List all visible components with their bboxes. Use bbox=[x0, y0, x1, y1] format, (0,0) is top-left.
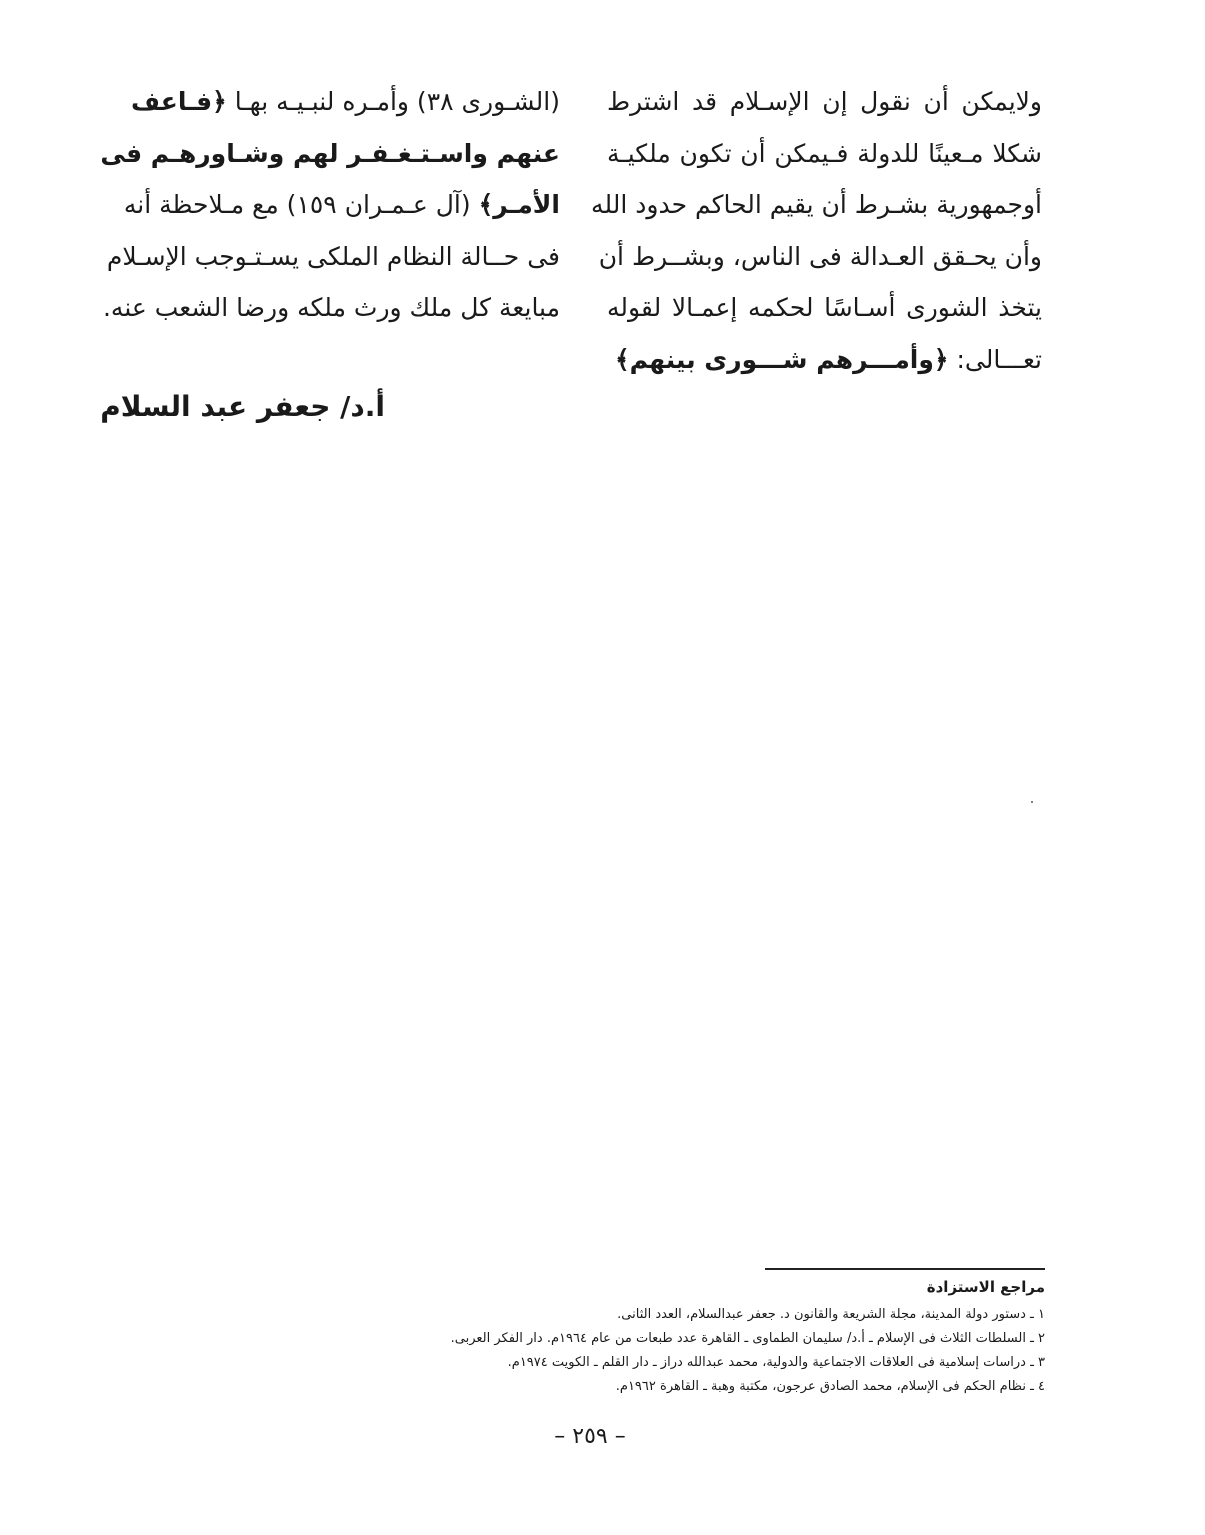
text-line: شكلا مـعينًا للدولة فـيمكن أن تكون ملكيـة bbox=[607, 138, 1042, 168]
right-text-column bbox=[591, 76, 1042, 385]
text-line: أوجمهورية بشـرط أن يقيم الحاكم حدود الله bbox=[591, 190, 1042, 219]
text-line bbox=[100, 128, 560, 180]
quran-quote: ﴿فـاعف bbox=[130, 87, 227, 116]
footnote-item: ٢ ـ السلطات الثلاث فى الإسلام ـ أ.د/ سليمان الطماوى ـ القاهرة عدد طبعات من عام ١٩٦٤م. دار الفكر العربى. bbox=[450, 1331, 1045, 1346]
quran-quote: ﴿وأمـــرهم شـــورى بينهم﴾ bbox=[615, 344, 949, 374]
text-line: فى حــالة النظام الملكى يسـتـوجب الإسـلام bbox=[106, 241, 560, 271]
text-line: يتخذ الشورى أسـاسًا لحكمه إعمـالا لقوله bbox=[607, 293, 1042, 322]
scan-speck bbox=[1031, 801, 1033, 803]
author-signature: أ.د/ جعفر عبد السلام bbox=[100, 390, 385, 423]
footnote-divider bbox=[765, 1268, 1045, 1270]
text-segment: (الشـورى ٣٨) وأمـره لنبـيـه بهـا bbox=[226, 87, 560, 116]
text-line: مبايعة كل ملك ورث ملكه ورضا الشعب عنه. bbox=[102, 293, 560, 322]
footnote-item: ٤ ـ نظام الحكم فى الإسلام، محمد الصادق عرجون، مكتبة وهبة ـ القاهرة ١٩٦٢م. bbox=[615, 1379, 1045, 1394]
text-line: ولايمكن أن نقول إن الإسـلام قد اشترط bbox=[607, 87, 1042, 116]
footnote-item: ١ ـ دستور دولة المدينة، مجلة الشريعة والقانون د. جعفر عبدالسلام، العدد الثانى. bbox=[617, 1307, 1045, 1322]
footnotes-list bbox=[330, 1303, 1045, 1399]
left-text-column bbox=[100, 76, 560, 334]
footnote-item: ٣ ـ دراسات إسلامية فى العلاقات الاجتماعية والدولية، محمد عبدالله دراز ـ دار القلم ـ الكويت ١٩٧٤م. bbox=[507, 1355, 1045, 1370]
text-segment: (آل عـمـران ١٥٩) مع مـلاحظة أنه bbox=[123, 190, 479, 219]
text-line bbox=[130, 76, 560, 128]
text-segment: تعـــالى: bbox=[948, 344, 1042, 374]
quran-quote: عنهم واسـتـغـفـر لهم وشـاورهـم فى bbox=[100, 138, 560, 168]
footnotes-title: مراجع الاستزادة bbox=[926, 1278, 1045, 1296]
page-number: – ٢٥٩ – bbox=[554, 1424, 626, 1449]
quran-quote: الأمـر﴾ bbox=[478, 190, 560, 219]
text-line: وأن يحـقق العـدالة فى الناس، وبشــرط أن bbox=[598, 241, 1042, 271]
text-line bbox=[123, 179, 560, 231]
text-line bbox=[607, 334, 1042, 386]
